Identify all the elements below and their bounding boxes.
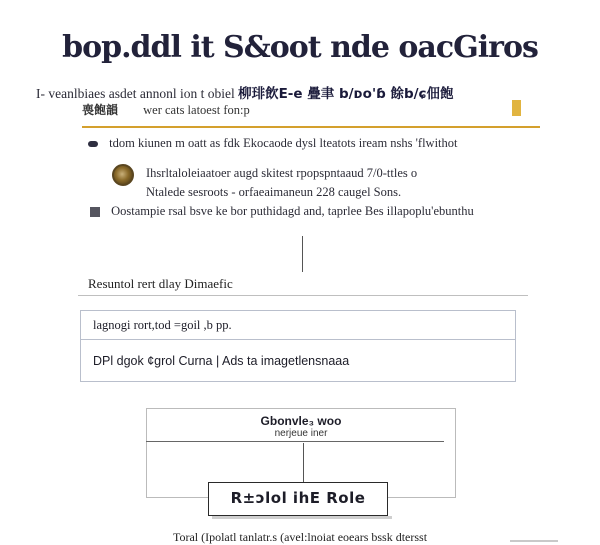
bullet-item <box>88 136 458 151</box>
bullet-item-line-2: Ntalede sesroots - orfaeaimaneun 228 caugel Sons. <box>146 185 402 199</box>
bullet-text: Oostampie rsal bsve ke bor puthidagd and, taprlee Bes illapoplu'ebunthu <box>111 204 474 218</box>
header-divider <box>82 126 540 128</box>
connector-line <box>302 236 303 272</box>
diagram-divider <box>146 441 444 442</box>
subtitle-line-2-right: wer cats latoest fon:p <box>143 103 250 117</box>
subtitle-line-2-left: 喪飽韻 <box>82 103 119 117</box>
info-row-2-text: DPl dgok ¢grol Curna | Ads ta imagetlensnaaa <box>93 354 350 368</box>
info-row-1 <box>80 310 516 340</box>
info-row-2 <box>80 340 516 382</box>
pill-bullet-icon <box>88 141 98 147</box>
diagram-title: Gbonvle₃ woo <box>260 414 342 428</box>
page-title: bop.ddl it S&oot nde oacGiros <box>62 30 538 65</box>
info-row-1-text: lagnogi rort,tod =goil ,b pp. <box>93 318 232 332</box>
diagram-button-shadow <box>212 516 392 519</box>
bullet-item-line-1: Ihsrltaloleiaatoer augd skitest rpopspntaaud 7/0-ttles o <box>146 166 418 180</box>
page-subtitle <box>36 82 454 102</box>
subtitle-right: 柳琲飲E-e 疊聿 b/ᴅᴏ'ɓ 餘b/ɕ佃飽 <box>238 86 454 102</box>
section-divider <box>78 295 528 296</box>
coin-icon <box>112 164 134 186</box>
bullet-text: tdom kiunen m oatt as fdk Ekocaode dysl lteatots iream nshs 'flwithot <box>109 136 458 150</box>
bullet-item <box>90 204 474 219</box>
square-bullet-icon <box>90 207 100 217</box>
accent-marker <box>512 100 521 116</box>
corner-mark <box>510 540 558 542</box>
footer-text: Toral (Ipolatl tanlatr.s (avel:lnoiat eoears bssk dtersst <box>172 530 428 544</box>
section-label: Resuntol rert dlay Dimaefic <box>88 276 233 291</box>
subtitle-line-2 <box>82 101 250 118</box>
diagram-subtitle: nerjeue iner <box>274 428 328 439</box>
diagram-action-button[interactable]: R±ɔlol ihE Role <box>208 482 388 516</box>
subtitle-left: I- veanlbiaes asdet annonl ion t obiel <box>36 86 235 101</box>
diagram-connector <box>303 443 304 483</box>
